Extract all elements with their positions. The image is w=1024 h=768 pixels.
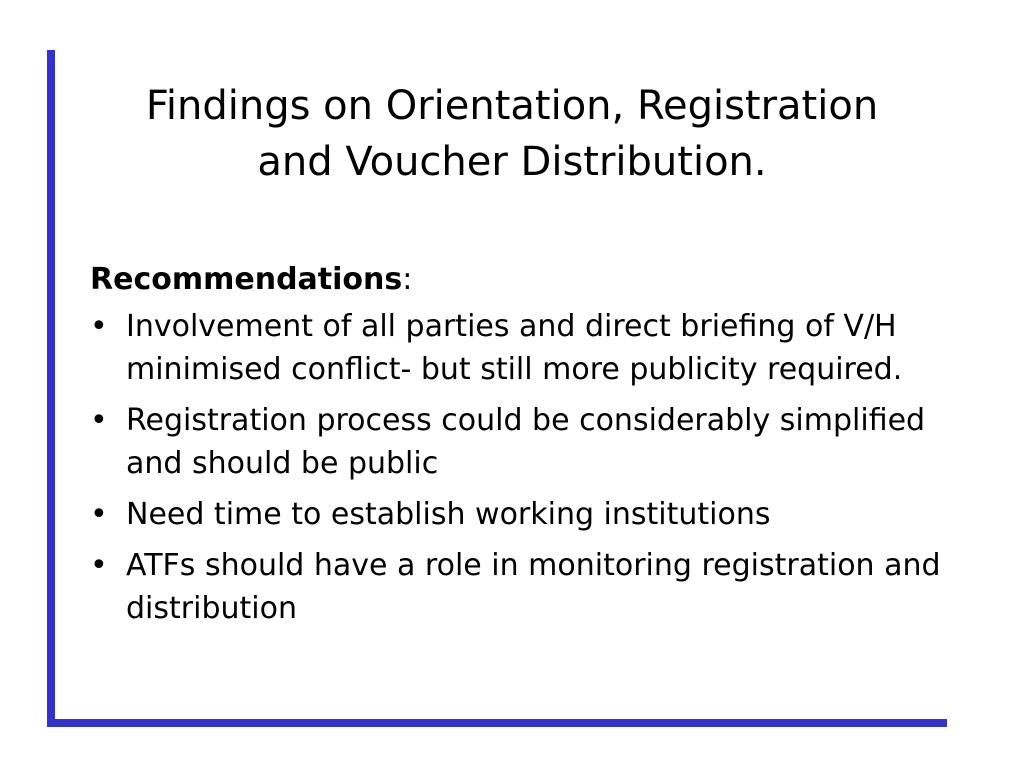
bullet-text: Need time to establish working institutions bbox=[126, 497, 771, 532]
bullet-item bbox=[90, 399, 950, 485]
bullet-dot-icon: • bbox=[90, 548, 108, 583]
section-heading-colon: : bbox=[402, 262, 413, 297]
bullet-item bbox=[90, 493, 950, 536]
slide-title-line-1: Findings on Orientation, Registration bbox=[145, 83, 879, 129]
bullet-dot-icon: • bbox=[90, 309, 108, 344]
slide-title-line-2: and Voucher Distribution. bbox=[257, 139, 767, 185]
frame-bottom-bar bbox=[47, 719, 947, 727]
bullet-item bbox=[90, 544, 950, 630]
slide-content bbox=[90, 258, 950, 638]
bullet-dot-icon: • bbox=[90, 403, 108, 438]
section-heading bbox=[90, 258, 950, 301]
frame-left-bar bbox=[47, 50, 55, 727]
bullet-list bbox=[90, 305, 950, 630]
bullet-text: Involvement of all parties and direct briefing of V/H minimised conflict- but still more publicity required. bbox=[126, 309, 903, 387]
bullet-text: ATFs should have a role in monitoring registration and distribution bbox=[126, 548, 941, 626]
bullet-item bbox=[90, 305, 950, 391]
slide-title bbox=[60, 78, 964, 190]
bullet-text: Registration process could be considerably simplified and should be public bbox=[126, 403, 926, 481]
bullet-dot-icon: • bbox=[90, 497, 108, 532]
section-heading-label: Recommendations bbox=[90, 262, 403, 297]
